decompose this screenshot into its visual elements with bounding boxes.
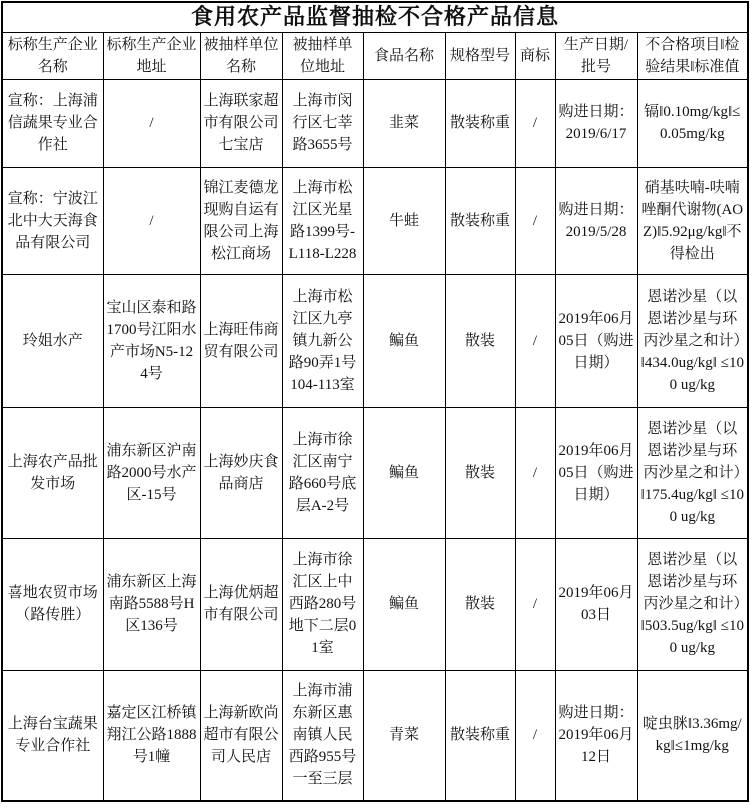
cell-spec-model: 散装 [445, 407, 515, 538]
cell-food-name: 鳊鱼 [363, 407, 445, 538]
col-header-trademark: 商标 [515, 32, 555, 79]
cell-failed-item: 恩诺沙星（以恩诺沙星与环丙沙星之和计）‖434.0ug/kg‖ ≤100 ug/kg [637, 274, 748, 407]
cell-food-name: 韭菜 [363, 79, 445, 167]
cell-producer-name: 宣称：上海浦信蔬果专业合作社 [2, 79, 103, 167]
table-row [2, 79, 748, 167]
table-row [2, 670, 748, 801]
cell-producer-name: 宣称：宁波江北中大天海食品有限公司 [2, 167, 103, 274]
cell-spec-model: 散装 [445, 274, 515, 407]
cell-sampled-unit-name: 上海优炳超市有限公司 [200, 538, 282, 670]
cell-producer-address: 嘉定区江桥镇翔江公路1888号1幢 [103, 670, 200, 801]
table-row [2, 538, 748, 670]
cell-production-date: 购进日期：2019/6/17 [555, 79, 637, 167]
cell-sampled-unit-address: 上海市松江区光星路1399号-L118-L228 [282, 167, 363, 274]
cell-failed-item: 镉‖0.10mg/kg‖≤0.05mg/kg [637, 79, 748, 167]
cell-sampled-unit-address: 上海市徐汇区上中西路280号地下二层01室 [282, 538, 363, 670]
cell-food-name: 鳊鱼 [363, 538, 445, 670]
cell-producer-name: 上海农产品批发市场 [2, 407, 103, 538]
title-row [2, 2, 748, 32]
cell-failed-item: 啶虫脒‖3.36mg/kg‖≤1mg/kg [637, 670, 748, 801]
cell-food-name: 青菜 [363, 670, 445, 801]
header-row [2, 32, 748, 79]
table-row [2, 167, 748, 274]
cell-production-date: 购进日期：2019年06月12日 [555, 670, 637, 801]
col-header-failed-item-result-standard: 不合格项目‖检验结果‖标准值 [637, 32, 748, 79]
cell-producer-name: 玲姐水产 [2, 274, 103, 407]
cell-sampled-unit-address: 上海市松江区九亭镇九新公路90弄1号104-113室 [282, 274, 363, 407]
cell-producer-address: 浦东新区沪南路2000号水产区-15号 [103, 407, 200, 538]
cell-sampled-unit-name: 上海妙庆食品商店 [200, 407, 282, 538]
cell-producer-address: 宝山区泰和路1700号江阳水产市场N5-124号 [103, 274, 200, 407]
cell-failed-item: 恩诺沙星（以恩诺沙星与环丙沙星之和计）‖175.4ug/kg‖ ≤100 ug/kg [637, 407, 748, 538]
cell-trademark: / [515, 538, 555, 670]
cell-food-name: 鳊鱼 [363, 274, 445, 407]
cell-trademark: / [515, 79, 555, 167]
table-row [2, 274, 748, 407]
cell-spec-model: 散装 [445, 538, 515, 670]
cell-sampled-unit-name: 上海联家超市有限公司七宝店 [200, 79, 282, 167]
cell-sampled-unit-address: 上海市徐汇区南宁路660号底层A-2号 [282, 407, 363, 538]
col-header-food-name: 食品名称 [363, 32, 445, 79]
cell-producer-name: 喜地农贸市场（路传胜） [2, 538, 103, 670]
cell-sampled-unit-name: 上海新欧尚超市有限公司人民店 [200, 670, 282, 801]
cell-sampled-unit-address: 上海市闵行区七莘路3655号 [282, 79, 363, 167]
cell-production-date: 购进日期：2019/5/28 [555, 167, 637, 274]
cell-sampled-unit-name: 锦江麦德龙现购自运有限公司上海松江商场 [200, 167, 282, 274]
cell-production-date: 2019年06月05日（购进日期） [555, 407, 637, 538]
cell-producer-address: 浦东新区上海南路5588号H区136号 [103, 538, 200, 670]
inspection-results-table [1, 1, 749, 802]
cell-producer-address: / [103, 167, 200, 274]
cell-sampled-unit-name: 上海旺伟商贸有限公司 [200, 274, 282, 407]
cell-spec-model: 散装称重 [445, 79, 515, 167]
cell-trademark: / [515, 274, 555, 407]
cell-trademark: / [515, 670, 555, 801]
col-header-production-date: 生产日期/批号 [555, 32, 637, 79]
col-header-spec-model: 规格型号 [445, 32, 515, 79]
col-header-producer-address: 标称生产企业地址 [103, 32, 200, 79]
cell-spec-model: 散装称重 [445, 670, 515, 801]
cell-failed-item: 恩诺沙星（以恩诺沙星与环丙沙星之和计）‖503.5ug/kg‖ ≤100 ug/kg [637, 538, 748, 670]
cell-production-date: 2019年06月05日（购进日期） [555, 274, 637, 407]
col-header-sampled-unit-address: 被抽样单位地址 [282, 32, 363, 79]
cell-trademark: / [515, 167, 555, 274]
cell-failed-item: 硝基呋喃-呋喃唑酮代谢物(AOZ)‖5.92μg/kg‖不得检出 [637, 167, 748, 274]
cell-spec-model: 散装称重 [445, 167, 515, 274]
cell-production-date: 2019年06月03日 [555, 538, 637, 670]
cell-food-name: 牛蛙 [363, 167, 445, 274]
cell-sampled-unit-address: 上海市浦东新区惠南镇人民西路955号一至三层 [282, 670, 363, 801]
col-header-sampled-unit-name: 被抽样单位名称 [200, 32, 282, 79]
cell-trademark: / [515, 407, 555, 538]
cell-producer-name: 上海台宝蔬果专业合作社 [2, 670, 103, 801]
col-header-producer-name: 标称生产企业名称 [2, 32, 103, 79]
cell-producer-address: / [103, 79, 200, 167]
table-row [2, 407, 748, 538]
page-title: 食用农产品监督抽检不合格产品信息 [2, 2, 748, 32]
